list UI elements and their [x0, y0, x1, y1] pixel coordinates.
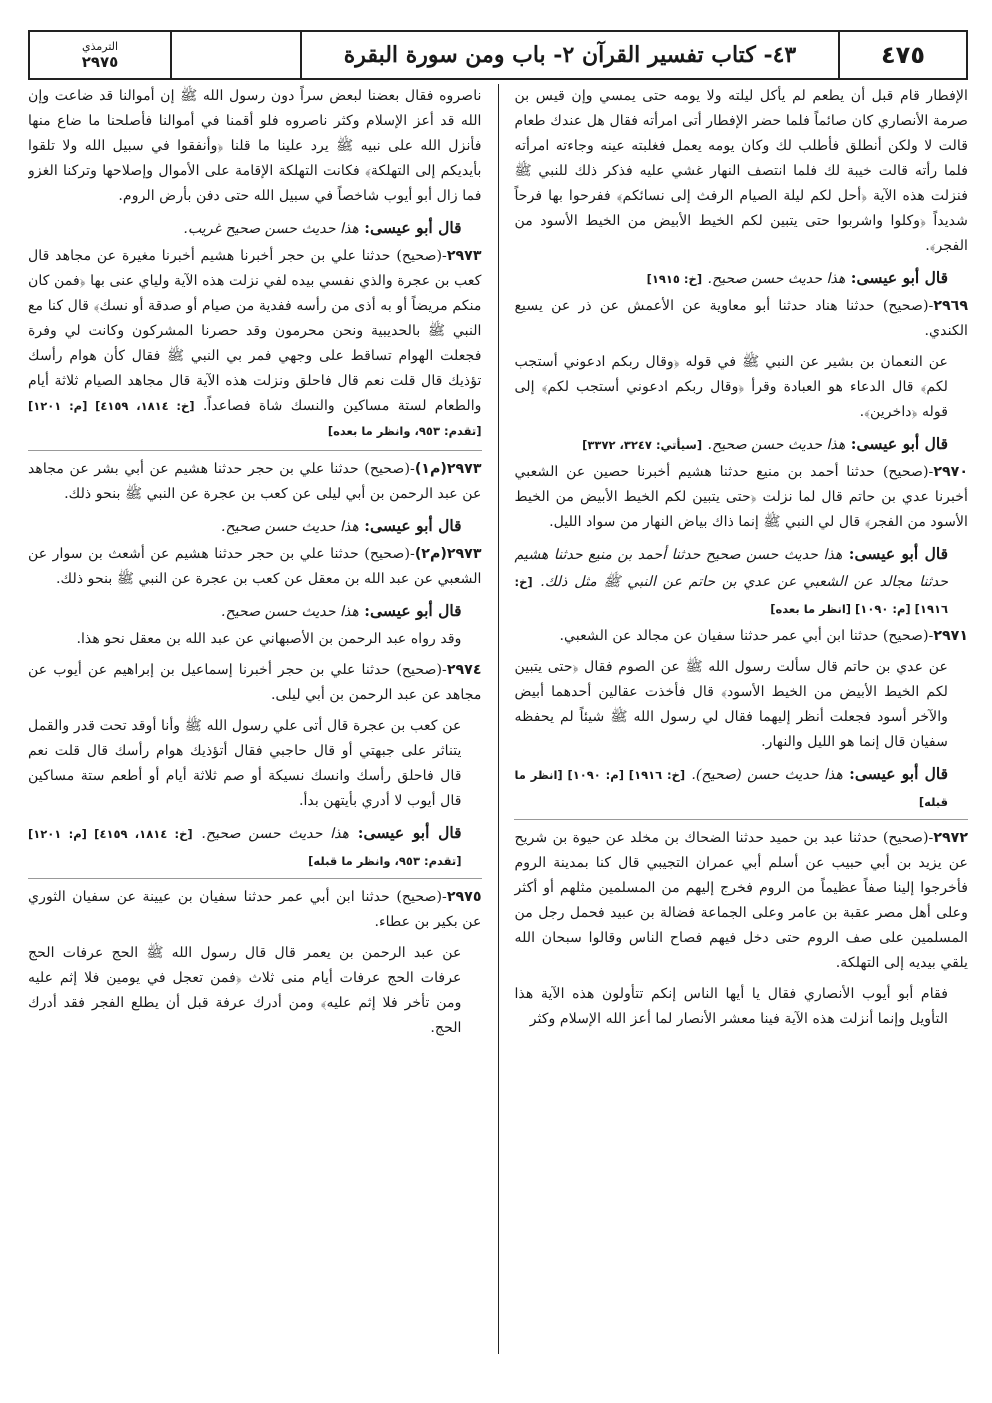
- cross-reference: [خ: ١٩١٦] [م: ١٠٩٠] [انظر ما قبله]: [514, 768, 948, 809]
- hadith-text: -(صحيح) حدثنا ابن أبي عمر حدثنا سفيان بن عيينة عن سفيان الثوري عن بكير بن عطاء.: [27, 889, 482, 930]
- hadith-2974: [28, 658, 482, 708]
- hadith-2969: [514, 294, 968, 344]
- comment-heading: قال أبو عيسى:: [850, 434, 948, 453]
- left-column: [28, 84, 498, 1354]
- abu-isa-comment: [514, 761, 968, 815]
- abu-isa-comment: [28, 513, 482, 540]
- tirmidhi-reference: [30, 32, 170, 78]
- comment-text: هذا حديث حسن صحيح.: [707, 437, 846, 453]
- abu-isa-comment: [514, 265, 968, 292]
- paragraph: الإفطار قام قبل أن يطعم لم يأكل ليلته ولا يومه حتى يمسي وإن قيس بن صرمة الأنصاري كان صائماً فلما حضر الإفطار أتى امرأته فقال هل عندك طعام قالت لا ولكن أنطلق فأطلب لك وكان يومه يعمل فغلبته عينه وجاءته امرأته فلما رأته قالت خيبة لك فلما انتصف النهار غشي عليه فذكر ذلك للنبي ﷺ فنزلت هذه الآية ﴿أحل لكم ليلة الصيام الرفث إلى نسائكم﴾ ففرحوا بها فرحاً شديداً ﴿وكلوا واشربوا حتى يتبين لكم الخيط الأبيض من الخيط الأسود من الفجر﴾.: [514, 88, 968, 254]
- comment-heading: قال أبو عيسى:: [364, 601, 462, 620]
- cross-reference: [خ: ١٨١٤، ٤١٥٩] [م: ١٢٠١] [تقدم: ٩٥٣، وانظر ما بعده]: [27, 399, 482, 438]
- hadith-matn: فقام أبو أيوب الأنصاري فقال يا أيها الناس إنكم تتأولون هذه الآية هذا التأويل وإنما أنزلت هذه الآية فينا معشر الأنصار لما أعز الله الإسلام وكثر: [514, 986, 948, 1027]
- hadith-matn: عن عبد الرحمن بن يعمر قال قال رسول الله ﷺ الحج عرفات الحج عرفات الحج عرفات أيام منى ثلاث ﴿فمن تعجل في يومين فلا إثم عليه ومن تأخر فلا إثم عليه﴾ ومن أدرك عرفة قبل أن يطلع الفجر فقد أدرك الحج.: [27, 945, 462, 1036]
- comment-heading: قال أبو عيسى:: [364, 218, 462, 237]
- hadith-number: ٢٩٧١: [933, 628, 968, 644]
- comment-heading: قال أبو عيسى:: [357, 823, 462, 842]
- hadith-2970: [514, 460, 968, 535]
- abu-isa-comment: [28, 598, 482, 625]
- hadith-2971: [514, 624, 968, 649]
- hadith-text: -(صحيح) حدثنا عبد بن حميد حدثنا الضحاك بن مخلد عن حيوة بن شريح عن يزيد بن أبي حبيب عن أسلم أبي عمران التجيبي قال كنا بمدينة الروم فأخرجوا إلينا صفاً عظيماً من الروم فخرج إليهم من المسلمين مثلهم أو أكثر وعلى أهل مصر عقبة بن عامر وعلى الجماعة فضالة بن عبيد فحمل رجل من المسلمين على صف الروم حتى دخل فيهم فصاح الناس وقالوا سبحان الله يلقي بيديه إلى التهلكة.: [514, 830, 968, 971]
- abu-isa-comment: [28, 820, 482, 874]
- hadith-text: -(صحيح) حدثنا هناد حدثنا أبو معاوية عن الأعمش عن ذر عن يسيع الكندي.: [514, 298, 968, 339]
- cross-reference: [سيأتي: ٣٢٤٧، ٣٣٧٢]: [582, 438, 703, 452]
- chapter-title: ٤٣- كتاب تفسير القرآن ٢- باب ومن سورة البقرة: [300, 32, 838, 78]
- divider: [28, 450, 482, 451]
- hadith-number: ٢٩٧٥: [446, 889, 482, 905]
- comment-text: هذا حديث حسن صحيح.: [220, 519, 359, 535]
- paragraph: ناصروه فقال بعضنا لبعض سراً دون رسول الله ﷺ إن أموالنا قد ضاعت وإن الله قد أعز الإسلام وكثر ناصروه فلو أقمنا في أموالنا فأصلحنا ما ضاع منها فأنزل الله على نبيه ﷺ يرد علينا ما قلنا ﴿وأنفقوا في سبيل الله ولا تلقوا بأيديكم إلى التهلكة﴾ فكانت التهلكة الإقامة على الأموال وإصلاحها وتركنا الغزو فما زال أبو أيوب شاخصاً في سبيل الله حتى دفن بأرض الروم.: [27, 88, 482, 204]
- hadith-number: ٢٩٦٩: [933, 298, 968, 314]
- hadith-text: -(صحيح) حدثنا ابن أبي عمر حدثنا سفيان عن مجالد عن الشعبي.: [559, 628, 934, 644]
- cross-reference: [خ: ١٨١٤، ٤١٥٩] [م: ١٢٠١] [تقدم: ٩٥٣، وانظر ما قبله]: [27, 827, 462, 868]
- reference-label: الترمذي: [81, 39, 119, 53]
- hadith-number: ٢٩٧٢: [933, 830, 968, 846]
- comment-text: هذا حديث حسن صحيح.: [707, 271, 846, 287]
- hadith-2973: [28, 244, 482, 444]
- abu-isa-comment: [514, 431, 968, 458]
- hadith-number: ٢٩٧٠: [933, 464, 968, 480]
- page-header: [28, 30, 968, 80]
- comment-heading: قال أبو عيسى:: [848, 544, 948, 563]
- page: [28, 30, 968, 1370]
- cross-reference: [خ: ١٩١٦] [م: ١٠٩٠] [انظر ما بعده]: [514, 575, 948, 616]
- comment-heading: قال أبو عيسى:: [364, 516, 462, 535]
- comment-text: هذا حديث حسن صحيح غريب.: [183, 221, 359, 237]
- abu-isa-comment: [28, 215, 482, 242]
- hadith-number: ٢٩٧٣: [446, 248, 482, 264]
- page-number: ٤٧٥: [838, 32, 966, 78]
- hadith-number: ٢٩٧٣(م١): [414, 461, 482, 477]
- reference-number: ٢٩٧٥: [81, 52, 119, 71]
- hadith-matn: عن عدي بن حاتم قال سألت رسول الله ﷺ عن الصوم فقال ﴿حتى يتبين لكم الخيط الأبيض من الخيط الأسود﴾ قال فأخذت عقالين أحدهما أبيض والآخر أسود فجعلت أنظر إليهما فقال لي رسول الله ﷺ شيئاً لم يحفظه سفيان قال إنما هو الليل والنهار.: [514, 659, 948, 750]
- comment-text: هذا حديث حسن (صحيح).: [691, 767, 843, 783]
- text-columns: [28, 84, 968, 1354]
- right-column: [498, 84, 968, 1354]
- hadith-text: -(صحيح) حدثنا علي بن حجر أخبرنا إسماعيل بن إبراهيم عن أيوب عن مجاهد عن عبد الرحمن بن أبي ليلى.: [27, 662, 482, 703]
- abu-isa-comment: [514, 541, 968, 622]
- comment-text: هذا حديث حسن صحيح.: [220, 604, 359, 620]
- hadith-2975: [28, 885, 482, 935]
- hadith-2972: [514, 826, 968, 976]
- narration-note: وقد رواه عبد الرحمن بن الأصبهاني عن عبد الله بن معقل نحو هذا.: [76, 631, 462, 647]
- header-blank-cell: [170, 32, 300, 78]
- comment-heading: قال أبو عيسى:: [850, 268, 948, 287]
- comment-heading: قال أبو عيسى:: [849, 764, 949, 783]
- hadith-2973-m1: [28, 457, 482, 507]
- hadith-text: -(صحيح) حدثنا أحمد بن منيع حدثنا هشيم أخبرنا حصين عن الشعبي أخبرنا عدي بن حاتم قال لما نزلت ﴿حتى يتبين لكم الخيط الأبيض من الخيط الأسود من الفجر﴾ قال لي النبي ﷺ إنما ذاك بياض النهار من سواد الليل.: [514, 464, 968, 530]
- comment-text: هذا حديث حسن صحيح حدثنا أحمد بن منيع حدثنا هشيم حدثنا مجالد عن الشعبي عن عدي بن حاتم عن النبي ﷺ مثل ذلك.: [514, 547, 948, 590]
- hadith-text: -(صحيح) حدثنا علي بن حجر أخبرنا هشيم أخبرنا مغيرة عن مجاهد قال كعب بن عجرة والذي نفسي بيده لفي نزلت هذه الآية ولياي عنى بها ﴿فمن كان منكم مريضاً أو به أذى من رأسه ففدية من صيام أو صدقة أو نسك﴾ قال كنا مع النبي ﷺ بالحديبية ونحن محرمون وقد حصرنا المشركون وكانت لي وفرة فجعلت الهوام تساقط على وجهي فمر بي النبي ﷺ فقال كأن هوام رأسك تؤذيك قال قلت نعم قال فاحلق ونزلت هذه الآية قال مجاهد الصيام ثلاثة أيام والطعام لستة مساكين والنسك شاة فصاعداً.: [27, 248, 482, 414]
- hadith-matn: عن كعب بن عجرة قال أتى علي رسول الله ﷺ وأنا أوقد تحت قدر والقمل يتناثر على جبهتي أو قال حاجبي فقال أتؤذيك هوام رأسك قال قلت نعم قال فاحلق رأسك وانسك نسيكة أو صم ثلاثة أيام أو أطعم ستة مساكين قال أيوب لا أدري بأيتهن بدأ.: [27, 718, 462, 809]
- hadith-text: -(صحيح) حدثنا علي بن حجر حدثنا هشيم عن أشعث بن سوار عن الشعبي عن عبد الله بن معقل عن كعب بن عجرة عن النبي ﷺ بنحو ذلك.: [27, 546, 482, 587]
- cross-reference: [خ: ١٩١٥]: [646, 272, 703, 286]
- comment-text: هذا حديث حسن صحيح.: [201, 826, 350, 842]
- divider: [28, 878, 482, 879]
- hadith-number: ٢٩٧٣(م٢): [414, 546, 482, 562]
- hadith-number: ٢٩٧٤: [446, 662, 482, 678]
- hadith-matn: عن النعمان بن بشير عن النبي ﷺ في قوله ﴿وقال ربكم ادعوني أستجب لكم﴾ قال الدعاء هو العبادة وقرأ ﴿وقال ربكم ادعوني أستجب لكم﴾ إلى قوله ﴿داخرين﴾.: [514, 354, 948, 420]
- hadith-text: -(صحيح) حدثنا علي بن حجر حدثنا هشيم عن أبي بشر عن مجاهد عن عبد الرحمن بن أبي ليلى عن كعب بن عجرة عن النبي ﷺ بنحو ذلك.: [27, 461, 482, 502]
- divider: [514, 819, 968, 820]
- column-divider: [498, 84, 499, 1354]
- hadith-2973-m2: [28, 542, 482, 592]
